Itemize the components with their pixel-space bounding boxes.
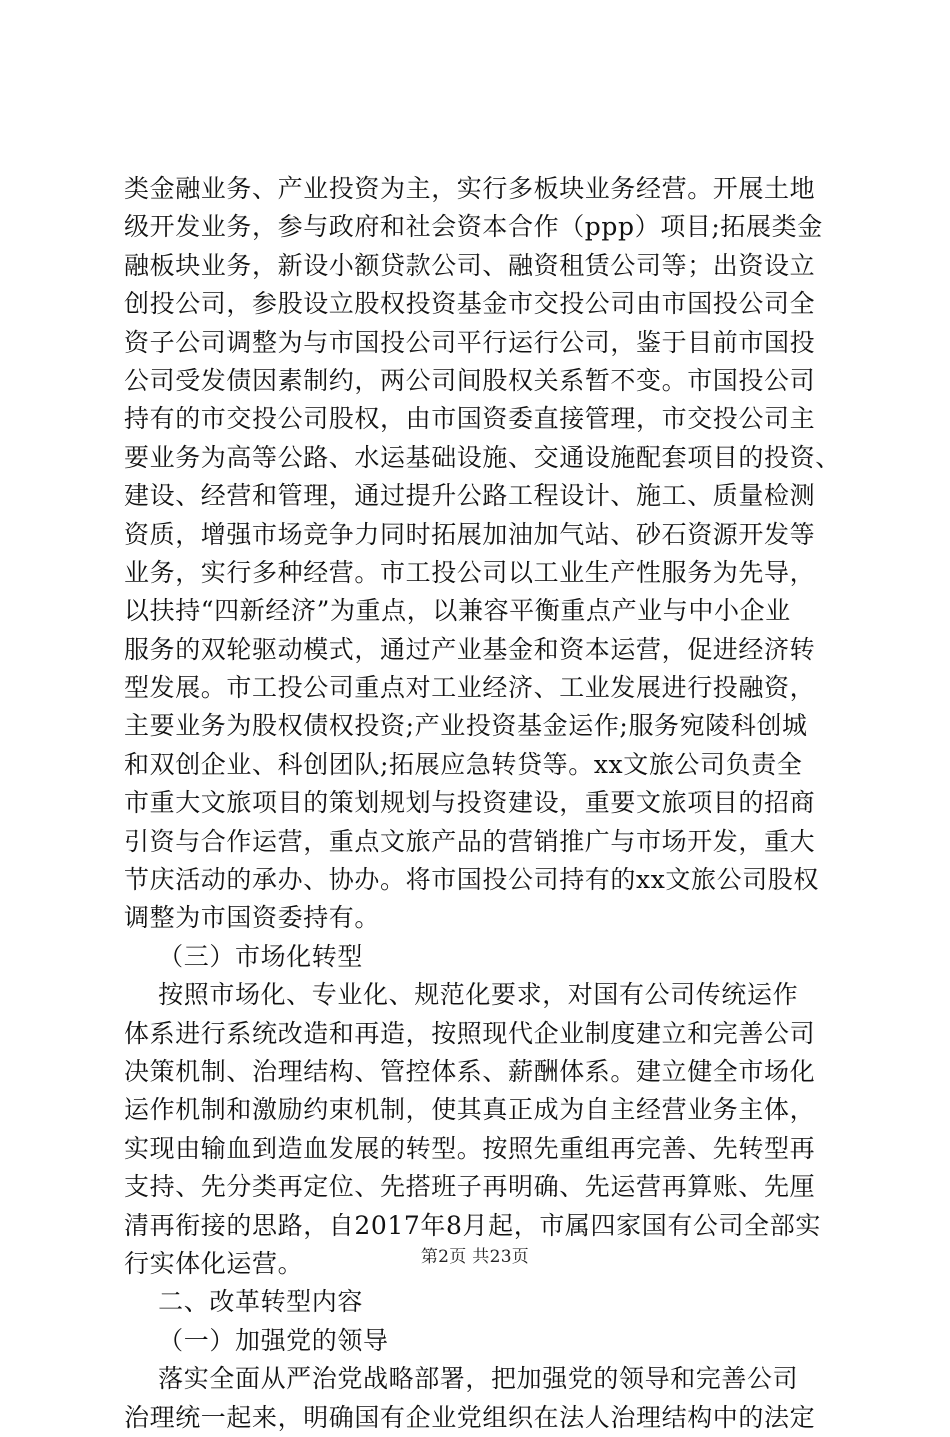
text-line: 资质，增强市场竞争力同时拓展加油加气站、砂石资源开发等 xyxy=(124,519,816,549)
text-line: 落实全面从严治党战略部署，把加强党的领导和完善公司 xyxy=(124,1364,799,1394)
text-line: 实现由输血到造血发展的转型。按照先重组再完善、先转型再 xyxy=(124,1133,816,1163)
text-line: 市重大文旅项目的策划规划与投资建设，重要文旅项目的招商 xyxy=(124,788,816,818)
section-heading: （一）加强党的领导 xyxy=(124,1325,389,1355)
text-line: 清再衔接的思路，自2017年8月起，市属四家国有公司全部实 xyxy=(124,1210,821,1240)
text-line: 决策机制、治理结构、管控体系、薪酬体系。建立健全市场化 xyxy=(124,1056,816,1086)
text-line: 行实体化运营。 xyxy=(124,1248,304,1278)
text-line: 和双创企业、科创团队;拓展应急转贷等。xx文旅公司负责全 xyxy=(124,749,803,779)
text-line: 级开发业务，参与政府和社会资本合作（ppp）项目;拓展类金 xyxy=(124,212,823,242)
text-line: 治理统一起来，明确国有企业党组织在法人治理结构中的法定 xyxy=(124,1402,816,1432)
text-line: 型发展。市工投公司重点对工业经济、工业发展进行投融资， xyxy=(124,673,816,703)
text-line: 节庆活动的承办、协办。将市国投公司持有的xx文旅公司股权 xyxy=(124,865,820,895)
text-line: 公司受发债因素制约，两公司间股权关系暂不变。市国投公司 xyxy=(124,365,816,395)
text-line: 以扶持“四新经济”为重点，以兼容平衡重点产业与中小企业 xyxy=(124,596,791,626)
text-line: 资子公司调整为与市国投公司平行运行公司，鉴于目前市国投 xyxy=(124,327,816,357)
text-line: 建设、经营和管理，通过提升公路工程设计、施工、质量检测 xyxy=(124,481,816,511)
text-line: 主要业务为股权债权投资;产业投资基金运作;服务宛陵科创城 xyxy=(124,711,808,741)
text-line: 支持、先分类再定位、先搭班子再明确、先运营再算账、先厘 xyxy=(124,1172,816,1202)
text-line: 要业务为高等公路、水运基础设施、交通设施配套项目的投资、 xyxy=(124,442,841,472)
text-line: 按照市场化、专业化、规范化要求，对国有公司传统运作 xyxy=(124,980,799,1010)
page-number: 第2页 共23页 xyxy=(420,1247,530,1267)
text-line: 融板块业务，新设小额贷款公司、融资租赁公司等；出资设立 xyxy=(124,250,816,280)
text-line: 体系进行系统改造和再造，按照现代企业制度建立和完善公司 xyxy=(124,1018,816,1048)
text-line: 引资与合作运营，重点文旅产品的营销推广与市场开发，重大 xyxy=(124,826,816,856)
text-line: 类金融业务、产业投资为主，实行多板块业务经营。开展土地 xyxy=(124,174,816,203)
section-heading: 二、改革转型内容 xyxy=(124,1287,363,1317)
section-heading: （三）市场化转型 xyxy=(124,941,363,971)
text-line: 调整为市国资委持有。 xyxy=(124,903,381,933)
text-line: 创投公司，参股设立股权投资基金市交投公司由市国投公司全 xyxy=(124,289,816,319)
text-line: 持有的市交投公司股权，由市国资委直接管理，市交投公司主 xyxy=(124,404,816,434)
text-line: 服务的双轮驱动模式，通过产业基金和资本运营，促进经济转 xyxy=(124,634,816,664)
text-line: 运作机制和激励约束机制，使其真正成为自主经营业务主体， xyxy=(124,1095,816,1125)
text-line: 业务，实行多种经营。市工投公司以工业生产性服务为先导， xyxy=(124,557,816,587)
